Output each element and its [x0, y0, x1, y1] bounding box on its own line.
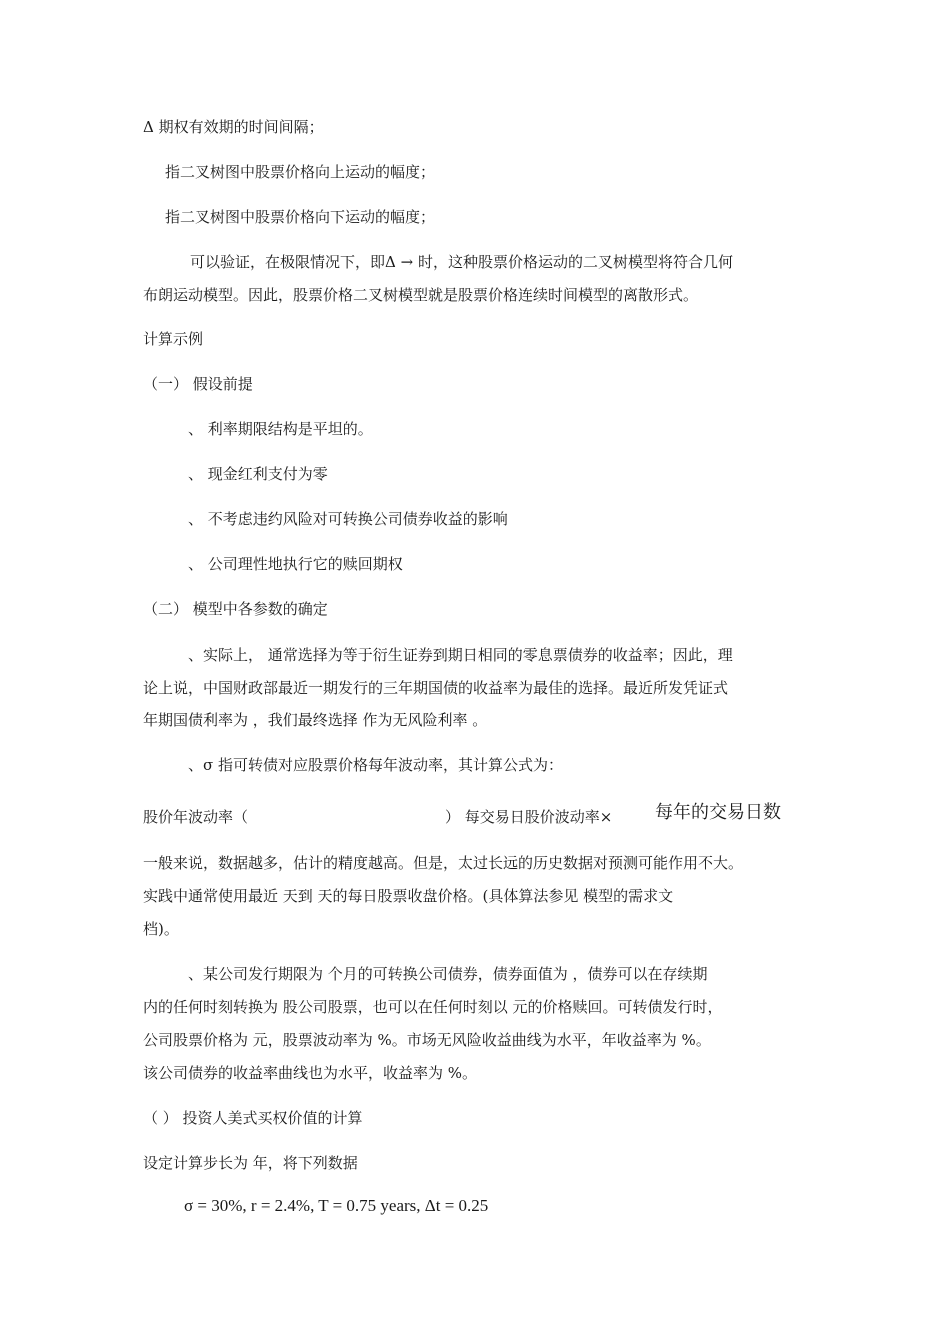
text-line: 年期国债利率为 ，我们最终选择 作为无风险利率 。: [143, 711, 488, 729]
list-item: 、 公司理性地执行它的赎回期权: [188, 555, 403, 573]
text-line: 布朗运动模型。因此，股票价格二叉树模型就是股票价格连续时间模型的离散形式。: [143, 286, 699, 304]
formula-line: σ = 30%, r = 2.4%, T = 0.75 years, Δt = 0.25: [184, 1196, 489, 1215]
text-line: 公司股票价格为 元，股票波动率为 %。市场无风险收益曲线为水平，年收益率为 %。: [143, 1031, 711, 1049]
list-item: 、 不考虑违约风险对可转换公司债券收益的影响: [188, 510, 508, 528]
subsection-heading: （ ） 投资人美式买权价值的计算: [143, 1109, 363, 1127]
text-line: 可以验证，在极限情况下，即Δ → 时，这种股票价格运动的二叉树模型将符合几何: [190, 253, 733, 271]
text-line: 指二叉树图中股票价格向上运动的幅度；: [165, 163, 436, 181]
text-line: 实践中通常使用最近 天到 天的每日股票收盘价格。(具体算法参见 模型的需求文: [143, 887, 674, 905]
formula-middle: ） 每交易日股价波动率×: [445, 808, 613, 826]
text-line: Δ 期权有效期的时间间隔；: [143, 118, 324, 136]
formula-term: 每年的交易日数: [655, 802, 781, 823]
formula-label: 股价年波动率（: [143, 808, 249, 826]
text-line: 设定计算步长为 年，将下列数据: [143, 1154, 358, 1172]
text-line: 论上说，中国财政部最近一期发行的三年期国债的收益率为最佳的选择。最近所发凭证式: [143, 679, 729, 697]
text-line: 、实际上， 通常选择为等于衍生证券到期日相同的零息票债券的收益率；因此，理: [188, 646, 733, 664]
text-line: 内的任何时刻转换为 股公司股票，也可以在任何时刻以 元的价格赎回。可转债发行时，: [143, 998, 723, 1016]
text-line: 档)。: [143, 920, 179, 938]
text-line: 指二叉树图中股票价格向下运动的幅度；: [165, 208, 436, 226]
text-line: 、σ 指可转债对应股票价格每年波动率，其计算公式为：: [188, 756, 564, 774]
subsection-heading: （一） 假设前提: [143, 375, 253, 393]
section-heading: 计算示例: [143, 330, 204, 348]
text-line: 、某公司发行期限为 个月的可转换公司债券，债券面值为 ，债券可以在存续期: [188, 965, 708, 983]
list-item: 、 利率期限结构是平坦的。: [188, 420, 373, 438]
subsection-heading: （二） 模型中各参数的确定: [143, 600, 328, 618]
text-line: 该公司债券的收益率曲线也为水平，收益率为 %。: [143, 1064, 478, 1082]
text-line: 一般来说，数据越多，估计的精度越高。但是，太过长远的历史数据对预测可能作用不大。: [143, 854, 744, 872]
list-item: 、 现金红利支付为零: [188, 465, 328, 483]
